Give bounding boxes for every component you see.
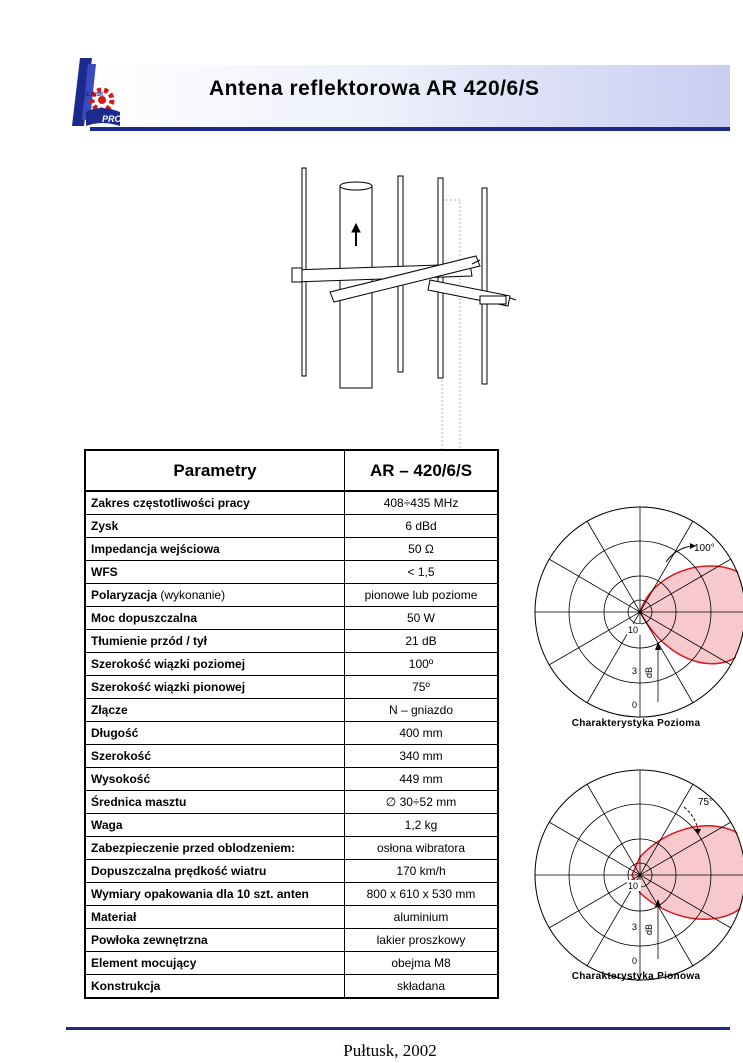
ring-label-0-v: 0 — [632, 956, 638, 966]
param-name: Impedancja wejściowa — [85, 538, 345, 561]
table-row — [85, 814, 498, 837]
param-value: ∅ 30÷52 mm — [345, 791, 499, 814]
table-row — [85, 768, 498, 791]
param-value: lakier proszkowy — [345, 929, 499, 952]
table-row — [85, 561, 498, 584]
footer-text: Pułtusk, 2002 — [343, 1041, 437, 1060]
table-row — [85, 975, 498, 999]
parameters-table-wrapper — [84, 449, 499, 1000]
param-name: Długość — [85, 722, 345, 745]
parameters-table — [84, 449, 499, 999]
db-unit-v: dB — [644, 923, 654, 935]
param-value: aluminium — [345, 906, 499, 929]
param-value: obejma M8 — [345, 952, 499, 975]
param-name: Konstrukcja — [85, 975, 345, 999]
param-name: Szerokość — [85, 745, 345, 768]
table-row — [85, 745, 498, 768]
ring-label-3-v: 3 — [632, 922, 638, 932]
col-header-parameters: Parametry — [85, 450, 345, 491]
caption-horizontal: Charakterystyka Pozioma — [571, 718, 701, 729]
table-row — [85, 538, 498, 561]
table-row — [85, 883, 498, 906]
param-name: Średnica masztu — [85, 791, 345, 814]
col-header-model: AR – 420/6/S — [345, 450, 499, 491]
param-name: Waga — [85, 814, 345, 837]
param-value: 100º — [345, 653, 499, 676]
param-value: 6 dBd — [345, 515, 499, 538]
antenna-drawing — [280, 160, 520, 460]
ring-label-10-v: 10 — [628, 881, 639, 891]
table-row — [85, 584, 498, 607]
param-value: pionowe lub poziome — [345, 584, 499, 607]
param-value: 408÷435 MHz — [345, 491, 499, 515]
param-name: Wymiary opakowania dla 10 szt. anten — [85, 883, 345, 906]
table-header-row — [85, 450, 498, 491]
param-value: 400 mm — [345, 722, 499, 745]
caption-vertical: Charakterystyka Pionowa — [571, 971, 701, 982]
beam-width-label-h: 100° — [694, 543, 715, 554]
param-name: Szerokość wiązki poziomej — [85, 653, 345, 676]
param-value: 340 mm — [345, 745, 499, 768]
param-value: 50 Ω — [345, 538, 499, 561]
beam-width-label-v: 75° — [698, 797, 714, 808]
table-row — [85, 837, 498, 860]
param-value: osłona wibratora — [345, 837, 499, 860]
param-value: 75º — [345, 676, 499, 699]
vertical-radiation-pattern — [534, 769, 743, 981]
table-row — [85, 607, 498, 630]
param-name: Tłumienie przód / tył — [85, 630, 345, 653]
table-row — [85, 952, 498, 975]
ring-label-0-h: 0 — [632, 700, 638, 710]
table-row — [85, 653, 498, 676]
param-name: Szerokość wiązki pionowej — [85, 676, 345, 699]
param-name: Dopuszczalna prędkość wiatru — [85, 860, 345, 883]
table-row — [85, 630, 498, 653]
table-row — [85, 515, 498, 538]
param-value: 1,2 kg — [345, 814, 499, 837]
db-unit-h: dB — [644, 666, 654, 678]
company-logo — [62, 52, 124, 132]
table-row — [85, 791, 498, 814]
param-value: 21 dB — [345, 630, 499, 653]
svg-text:PRO: PRO — [102, 114, 122, 124]
param-name: Zabezpieczenie przed oblodzeniem: — [85, 837, 345, 860]
param-name: WFS — [85, 561, 345, 584]
param-name: Złącze — [85, 699, 345, 722]
table-row — [85, 929, 498, 952]
table-row — [85, 906, 498, 929]
table-row — [85, 491, 498, 515]
param-name: Element mocujący — [85, 952, 345, 975]
horizontal-radiation-pattern — [534, 506, 743, 718]
ring-label-10-h: 10 — [628, 625, 639, 635]
param-value: 449 mm — [345, 768, 499, 791]
param-name: Powłoka zewnętrzna — [85, 929, 345, 952]
param-name: Materiał — [85, 906, 345, 929]
param-name: Zysk — [85, 515, 345, 538]
header-rule — [90, 127, 730, 131]
svg-text:PUŁTUSK: PUŁTUSK — [80, 92, 104, 98]
param-name: Polaryzacja (wykonanie) — [85, 584, 345, 607]
footer-rule — [66, 1027, 730, 1030]
param-value: N – gniazdo — [345, 699, 499, 722]
param-value: składana — [345, 975, 499, 999]
table-row — [85, 699, 498, 722]
table-row — [85, 722, 498, 745]
ring-label-3-h: 3 — [632, 666, 638, 676]
table-row — [85, 676, 498, 699]
page-title: Antena reflektorowa AR 420/6/S — [209, 77, 540, 100]
param-value: 800 x 610 x 530 mm — [345, 883, 499, 906]
param-name: Wysokość — [85, 768, 345, 791]
param-name: Zakres częstotliwości pracy — [85, 491, 345, 515]
param-name: Moc dopuszczalna — [85, 607, 345, 630]
param-value: 50 W — [345, 607, 499, 630]
param-value: 170 km/h — [345, 860, 499, 883]
table-row — [85, 860, 498, 883]
param-value: < 1,5 — [345, 561, 499, 584]
